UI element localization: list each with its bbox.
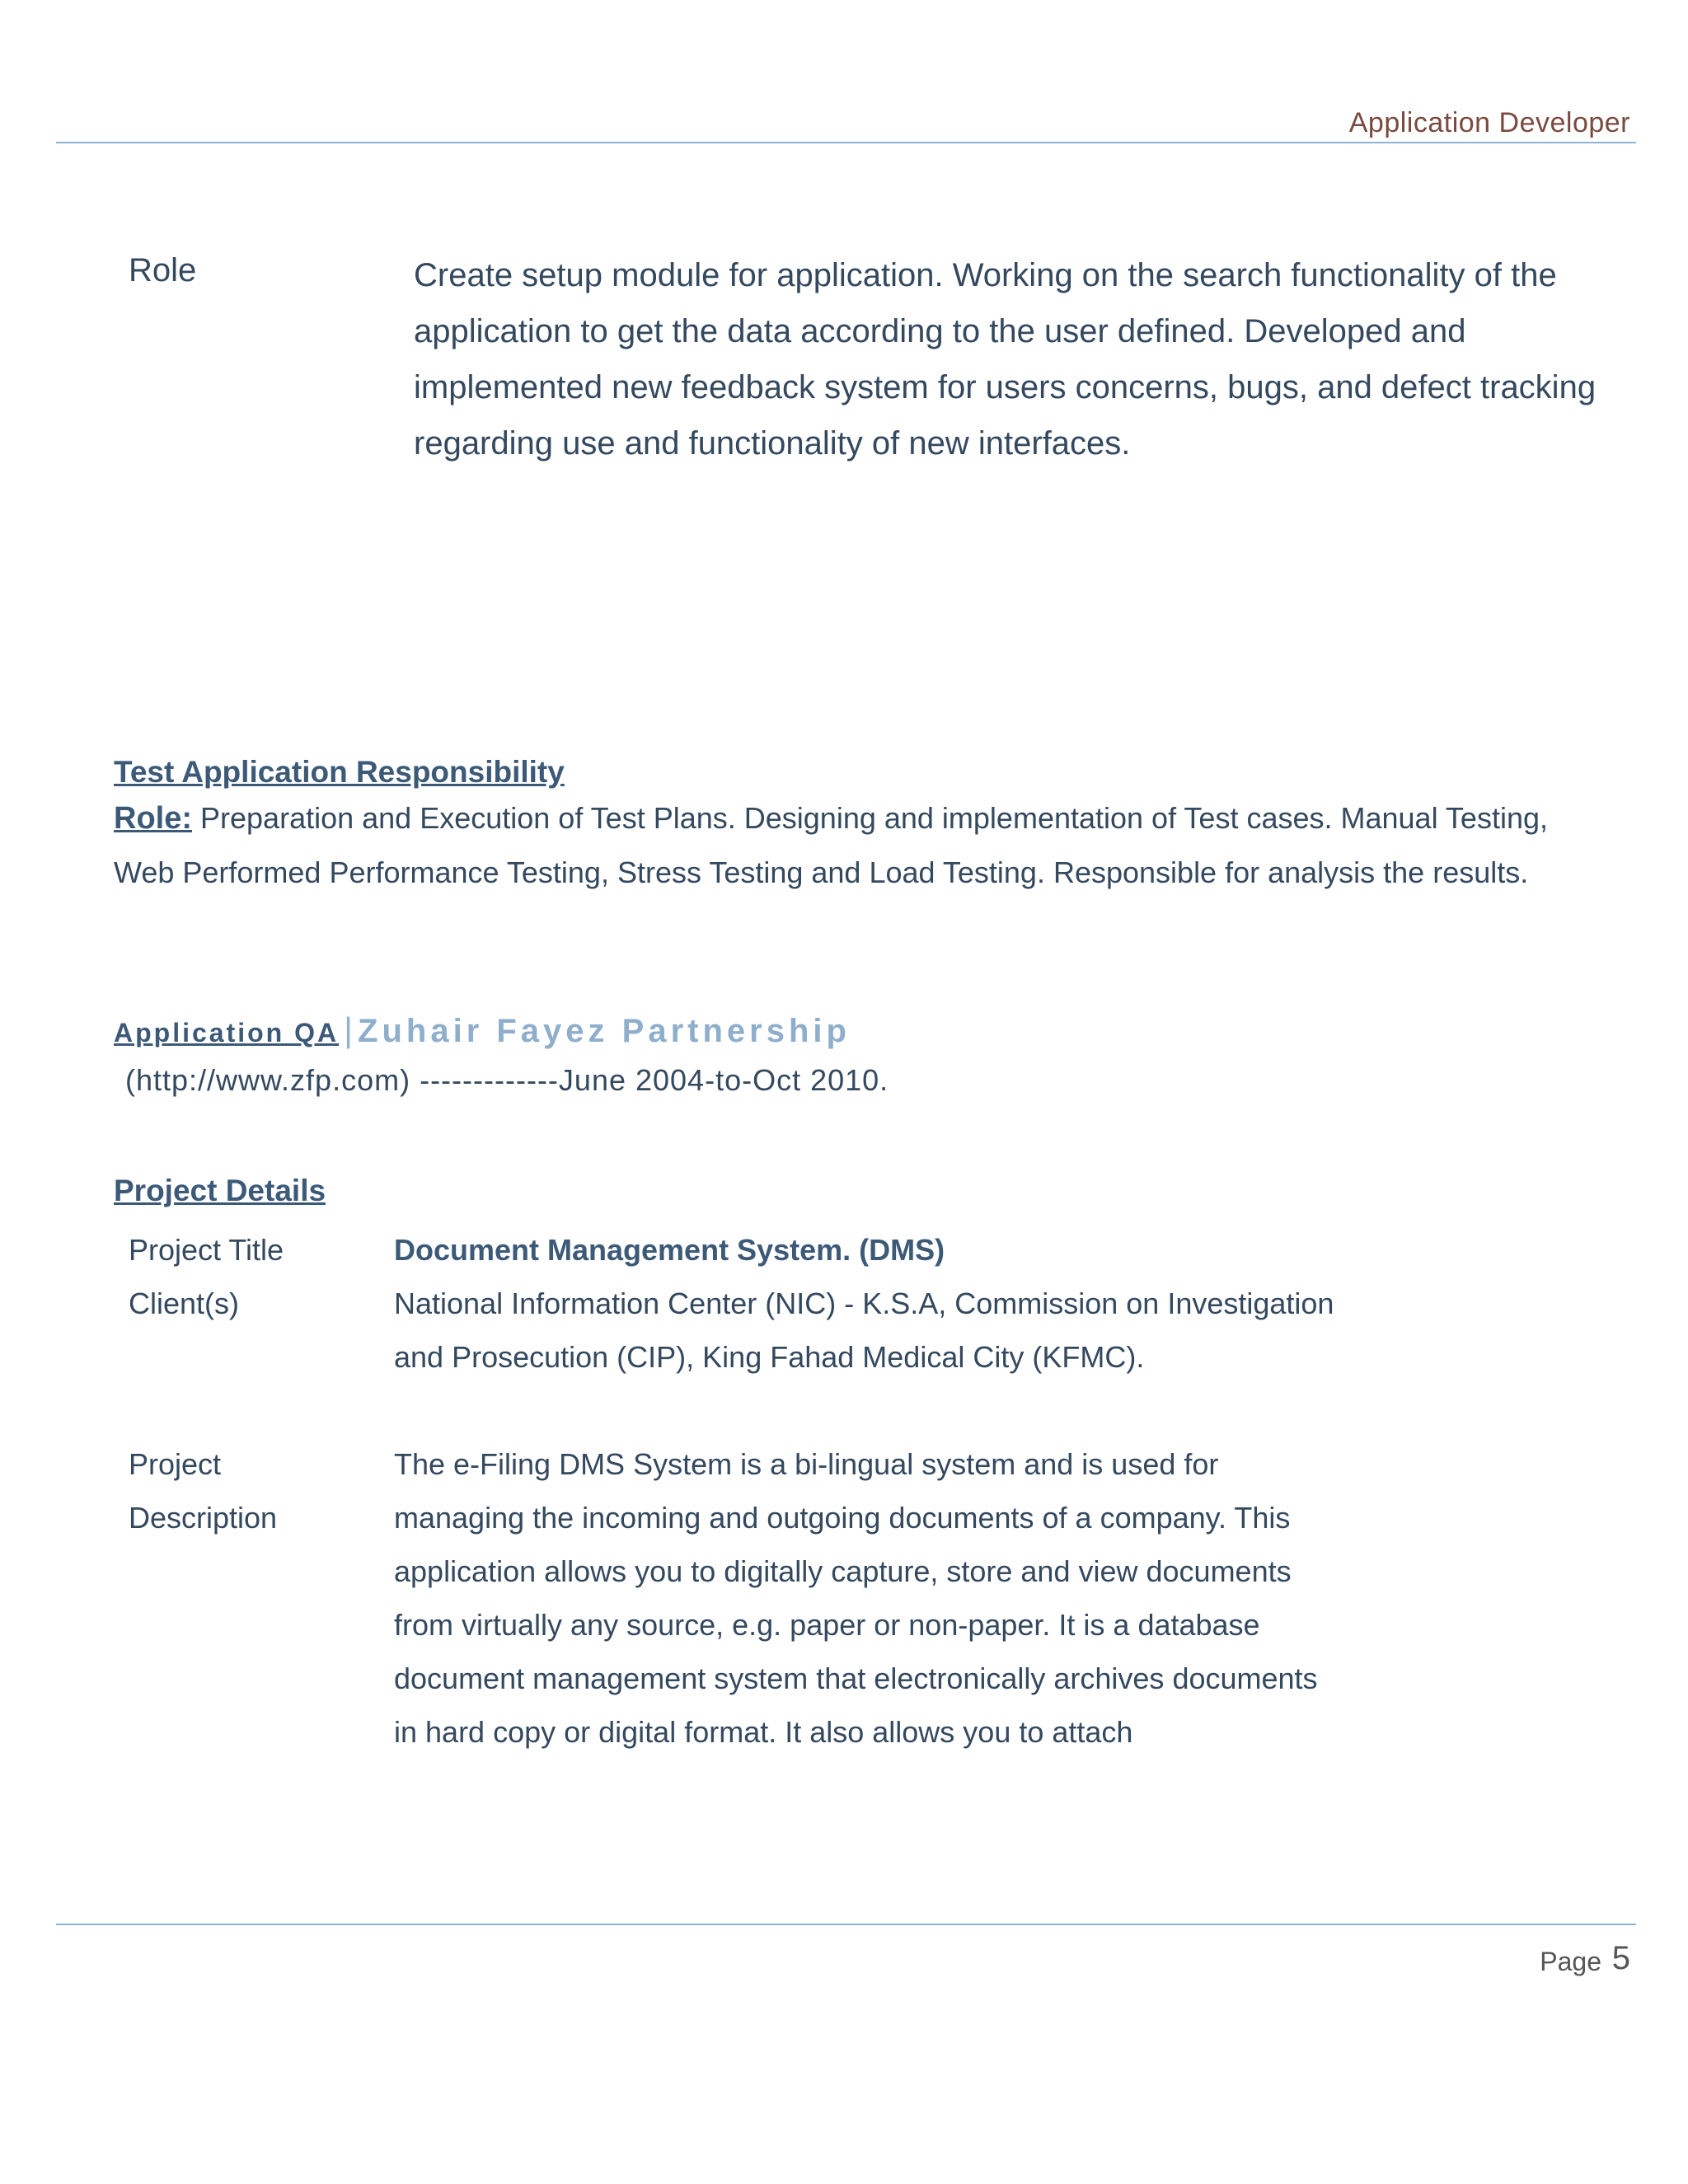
test-role-text: Preparation and Execution of Test Plans. Designing and implementation of Test cases. Manual Testing, Web Performed Performance Testing, Stress Testing and Load Testing. Responsible for analysis the results.	[114, 801, 1548, 889]
client-value: National Information Center (NIC) - K.S.A, Commission on Investigation and Prosecution (CIP), King Fahad Medical City (KFMC).	[394, 1286, 1334, 1374]
role-description: Create setup module for application. Working on the search functionality of the application to get the data according to the user defined. Developed and implemented new feedback system for users concerns, bugs, and defect tracking regarding use and functionality of new interfaces.	[414, 257, 1597, 462]
role-label: Role	[129, 252, 197, 288]
project-details-heading: Project Details	[114, 1174, 326, 1207]
description-label-line2: Description	[129, 1501, 278, 1535]
client-label: Client(s)	[129, 1286, 240, 1320]
header-title: Application Developer	[1348, 107, 1630, 138]
page-label: Page	[1540, 1947, 1601, 1976]
footer-rule	[56, 1924, 1636, 1925]
test-role-paragraph	[114, 791, 1614, 899]
description-value: The e-Filing DMS System is a bi-lingual system and is used for managing the incoming and outgoing documents of a company. This application allows you to digitally capture, store and view documents from virtually any source, e.g. paper or non-paper. It is a database document management system that electronically archives documents in hard copy or digital format. It also allows you to attach	[394, 1447, 1318, 1749]
page-number: 5	[1611, 1940, 1630, 1976]
employment-line	[114, 1010, 851, 1050]
project-title-label: Project Title	[129, 1233, 284, 1267]
employment-period: (http://www.zfp.com) -------------June 2004-to-Oct 2010.	[125, 1063, 889, 1097]
test-role-label: Role:	[114, 801, 192, 836]
position-separator: |	[344, 1010, 354, 1049]
company-name: Zuhair Fayez Partnership	[358, 1013, 851, 1049]
description-label-line1: Project	[129, 1447, 222, 1481]
test-responsibility-section	[114, 755, 1614, 899]
project-title-value: Document Management System. (DMS)	[394, 1233, 945, 1267]
test-section-heading: Test Application Responsibility	[114, 755, 565, 789]
header-rule	[56, 142, 1636, 143]
position-title: Application QA	[114, 1018, 340, 1047]
